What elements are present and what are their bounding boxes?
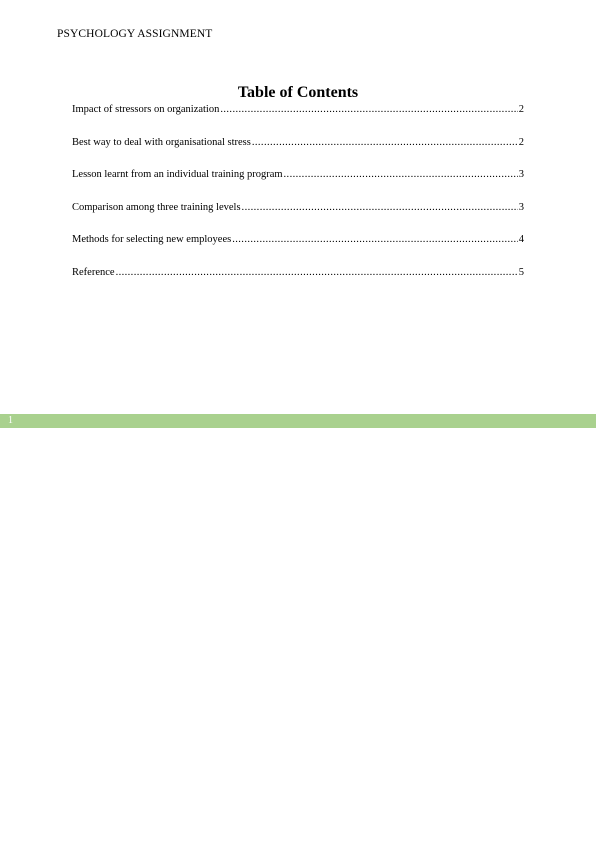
dot-leader — [116, 267, 518, 278]
running-header: PSYCHOLOGY ASSIGNMENT — [57, 28, 213, 40]
footer-page-band — [0, 414, 596, 428]
page-number: 1 — [8, 415, 13, 426]
toc-entry-text: Comparison among three training levels — [72, 201, 241, 213]
toc-entry-page: 4 — [518, 234, 524, 245]
toc-entry-page: 3 — [518, 169, 524, 180]
dot-leader — [232, 234, 518, 245]
toc-entry-text: Reference — [72, 266, 115, 278]
toc-entry-impact-of-stressors[interactable] — [72, 104, 524, 137]
toc-entry-text: Impact of stressors on organization — [72, 104, 220, 115]
toc-entry-lesson-learnt[interactable] — [72, 169, 524, 202]
toc-entry-page: 5 — [518, 266, 524, 278]
dot-leader — [252, 137, 518, 148]
toc-entry-text: Methods for selecting new employees — [72, 234, 232, 245]
toc-entry-comparison-training-levels[interactable] — [72, 202, 524, 235]
dot-leader — [284, 169, 518, 180]
toc-entry-page: 2 — [518, 136, 524, 148]
toc-entry-page: 3 — [518, 201, 524, 213]
toc-entry-text: Best way to deal with organisational stress — [72, 136, 251, 148]
toc-entry-page: 2 — [518, 104, 524, 115]
toc-entry-selecting-employees[interactable] — [72, 234, 524, 267]
dot-leader — [220, 104, 517, 115]
toc-entry-reference[interactable] — [72, 267, 524, 300]
toc-entry-deal-with-stress[interactable] — [72, 137, 524, 170]
toc-title: Table of Contents — [237, 84, 359, 101]
table-of-contents — [72, 104, 524, 299]
dot-leader — [242, 202, 518, 213]
toc-entry-text: Lesson learnt from an individual training program — [72, 169, 283, 180]
